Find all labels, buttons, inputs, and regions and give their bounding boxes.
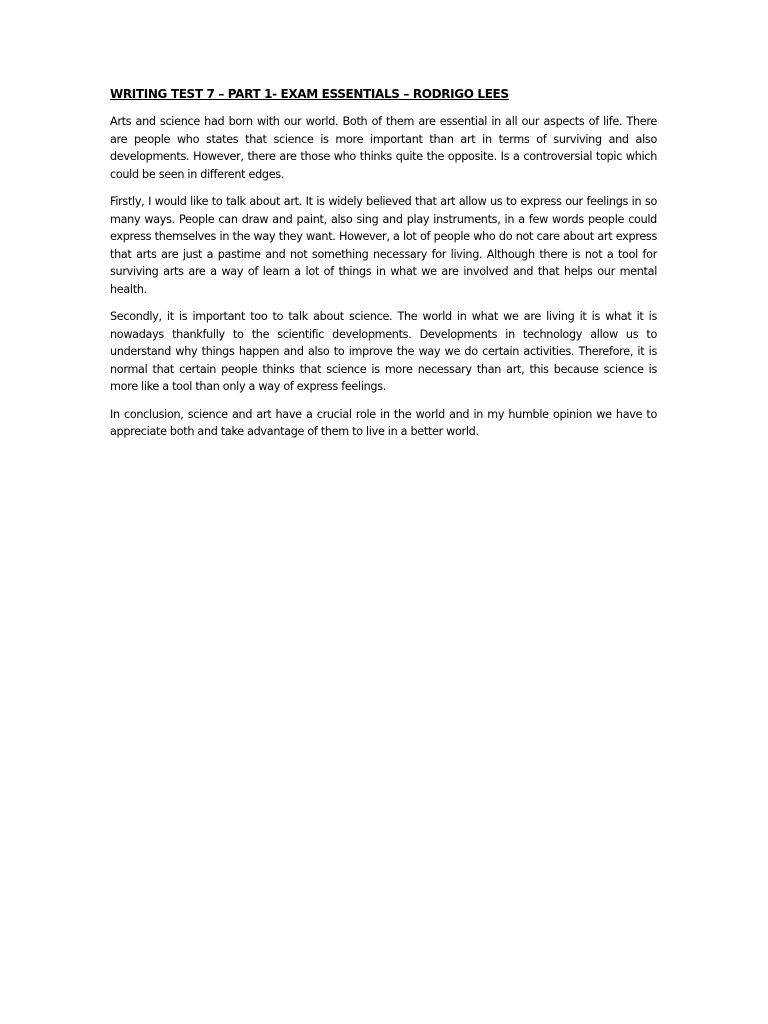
paragraph-science: Secondly, it is important too to talk about science. The world in what we are living it is what it is nowadays thankfully to the scientific developments. Developments in technology allow us to understand why things happen and also to improve the way we do certain activities. Therefore, it is normal that certain people thinks that science is more necessary than art, this because science is more like a tool than only a way of express feelings. bbox=[110, 310, 657, 393]
paragraph-art: Firstly, I would like to talk about art. It is widely believed that art allow us to express our feelings in so many ways. People can draw and paint, also sing and play instruments, in a few words people could express themselves in the way they want. However, a lot of people who do not care about art express that arts are just a pastime and not something necessary for living. Although there is not a tool for surviving arts are a way of learn a lot of things in what we are involved and that helps our mental health. bbox=[110, 195, 657, 296]
document-body bbox=[110, 86, 657, 451]
paragraph-conclusion: In conclusion, science and art have a crucial role in the world and in my humble opinion we have to appreciate both and take advantage of them to live in a better world. bbox=[110, 407, 657, 438]
paragraph-introduction: Arts and science had born with our world. Both of them are essential in all our aspects of life. There are people who states that science is more important than art in terms of surviving and also developments. However, there are those who thinks quite the opposite. Is a controversial topic which could be seen in different edges. bbox=[110, 115, 657, 181]
document-title: WRITING TEST 7 – PART 1- EXAM ESSENTIALS – RODRIGO LEES bbox=[110, 87, 509, 101]
